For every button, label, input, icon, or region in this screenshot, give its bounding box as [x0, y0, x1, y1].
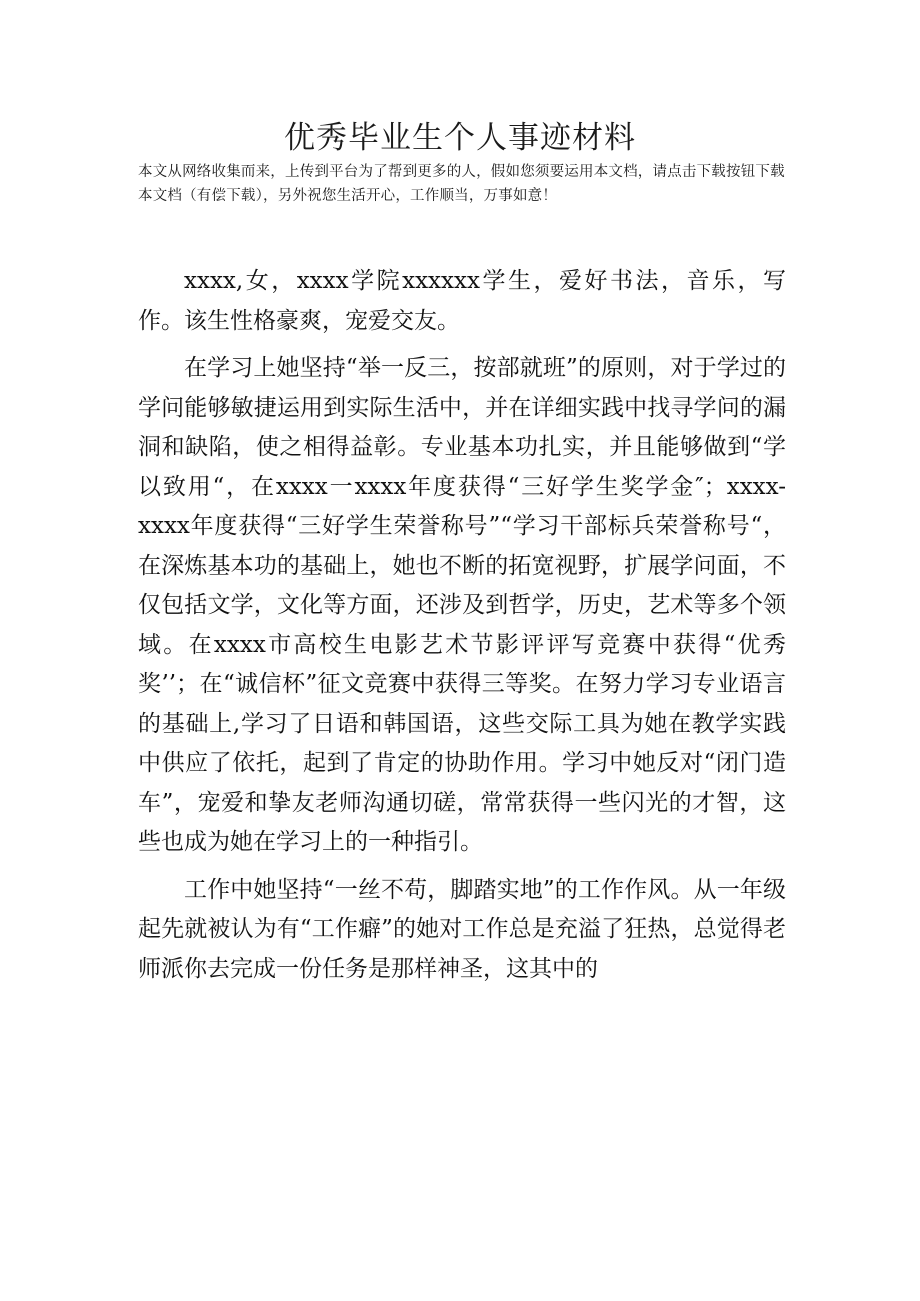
document-title: 优秀毕业生个人事迹材料: [284, 120, 636, 156]
document-body: [138, 262, 786, 997]
download-notice: 本文从网络收集而来，上传到平台为了帮到更多的人，假如您须要运用本文档，请点击下载按钮下载本文档（有偿下载），另外祝您生活开心，工作顺当，万事如意！: [138, 164, 785, 204]
paragraph-work: 工作中她坚持“一丝不苟，脚踏实地”的工作作风。从一年级起先就被认为有“工作癖”的她对工作总是充溢了狂热，总觉得老师派你去完成一份任务是那样神圣，这其中的: [138, 876, 786, 982]
paragraph-study: 在学习上她坚持“举一反三，按部就班”的原则，对于学过的学问能够敏捷运用到实际生活中，并在详细实践中找寻学问的漏洞和缺陷，使之相得益彰。专业基本功扎实，并且能够做到“学以致用“，在xxxx一xxxx年度获得“三好学生奖学金″；xxxx-xxxx年度获得“三好学生荣誉称号”“学习干部标兵荣誉称号“，在深炼基本功的基础上，她也不断的拓宽视野，扩展学问面，不仅包括文学，文化等方面，还涉及到哲学，历史，艺术等多个领域。在xxxx市高校生电影艺术节影评评写竞赛中获得“优秀奖’’；在“诚信杯”征文竞赛中获得三等奖。在努力学习专业语言的基础上,学习了日语和韩国语，这些交际工具为她在教学实践中供应了依托，起到了肯定的协助作用。学习中她反对“闭门造车”，宠爱和挚友老师沟通切磋，常常获得一些闪光的才智，这些也成为她在学习上的一种指引。: [138, 355, 786, 855]
paragraph-intro: xxxx,女，xxxx学院xxxxxx学生，爱好书法，音乐，写作。该生性格豪爽，宠爱交友。: [138, 268, 786, 334]
